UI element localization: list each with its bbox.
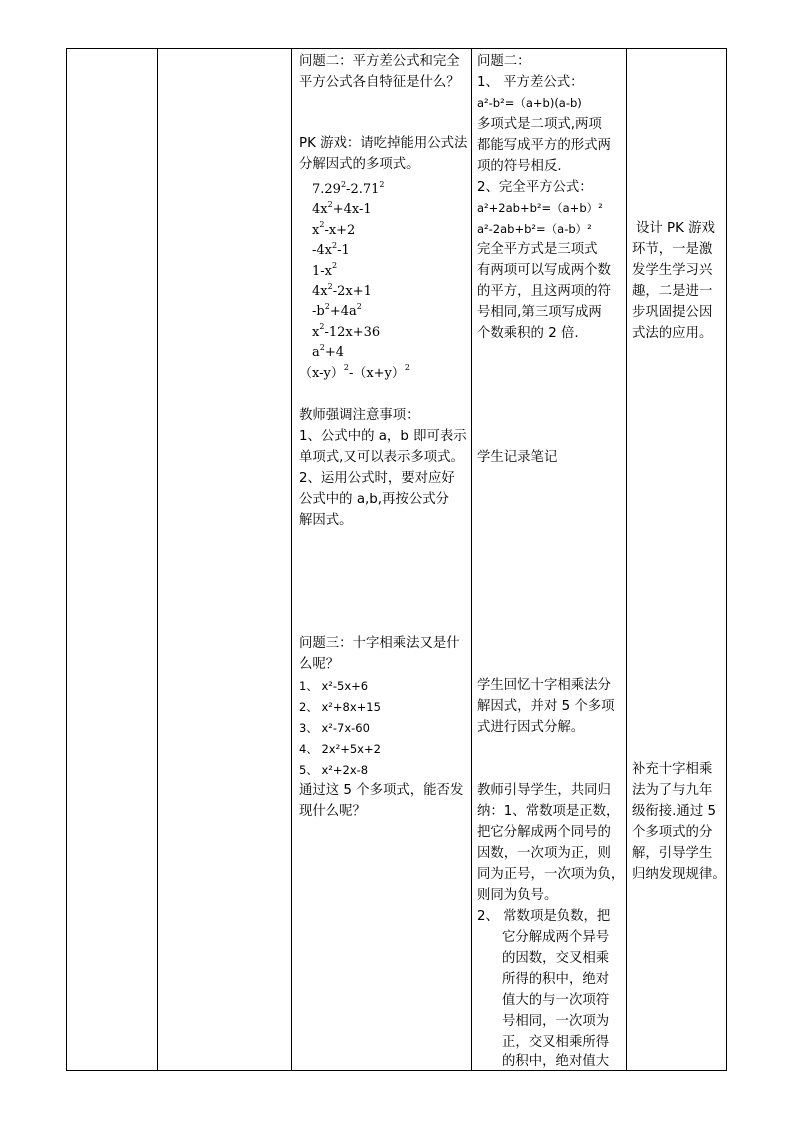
term: 1-x — [312, 263, 332, 279]
term: -1 — [337, 243, 350, 259]
lesson-table — [66, 48, 727, 1071]
rule-two-text: 的积中，绝对值大 — [502, 1054, 610, 1069]
teacher-guide-text: 教师引导学生，共同归 — [477, 783, 611, 798]
student-answer-title: 问题二： — [477, 54, 531, 69]
question3-prompt: 通过这 5 个多项式，能否发 — [299, 783, 464, 798]
teacher-note-line: 解因式。 — [299, 513, 353, 528]
pk-game-intro: PK 游戏：请吃掉能用公式法 — [299, 136, 468, 151]
polynomial-item — [312, 281, 372, 302]
rule-two-text: 所得的积中，绝对 — [502, 972, 610, 987]
rule-two-text: 它分解成两个异号 — [502, 930, 610, 945]
student-notes-label: 学生记录笔记 — [477, 450, 558, 465]
polynomial-item — [312, 301, 362, 322]
teacher-guide-text: 因数，一次项为正，则 — [477, 846, 611, 861]
design-intent-text: 式法的应用。 — [632, 326, 713, 341]
formula-description: 完全平方式是三项式 — [477, 242, 598, 257]
term: +4a — [329, 304, 357, 320]
rule-two-heading: 2、 常数项是负数，把 — [477, 909, 611, 924]
factor-exercise: 2、 x²+8x+15 — [299, 700, 381, 714]
teacher-guide-text: 则同为负号。 — [477, 888, 558, 903]
exponent: 2 — [327, 200, 333, 210]
exponent: 2 — [332, 261, 338, 271]
formula-heading: 2、完全平方公式： — [477, 180, 593, 195]
pk-game-intro: 分解因式的多项式。 — [299, 157, 420, 172]
term: +4x-1 — [332, 202, 372, 218]
term: -x+2 — [324, 222, 356, 238]
formula-description: 号相同,第三项写成两 — [477, 305, 602, 320]
polynomial-item — [299, 363, 410, 384]
question3-title: 么呢？ — [299, 657, 340, 672]
term: 4x — [312, 284, 328, 299]
term: x — [312, 222, 320, 238]
exponent: 2 — [324, 302, 330, 312]
polynomial-item — [312, 199, 372, 220]
design-intent-text: 归纳发现规律。 — [632, 867, 726, 882]
term: x — [312, 324, 320, 340]
polynomial-item — [312, 179, 384, 200]
rule-two-text: 正，交叉相乘所得 — [502, 1035, 610, 1050]
formula-description: 多项式是二项式,两项 — [477, 117, 602, 132]
exponent: 2 — [379, 179, 385, 189]
term: -（x+y） — [348, 365, 405, 381]
formula-description: 有两项可以写成两个数 — [477, 263, 611, 278]
question2-title: 平方公式各自特征是什么？ — [299, 75, 460, 90]
term: -12x+36 — [324, 324, 381, 340]
polynomial-item — [312, 322, 380, 343]
student-recall-text: 学生回忆十字相乘法分 — [477, 678, 611, 693]
student-recall-text: 式进行因式分解。 — [477, 720, 585, 735]
term: 4x — [312, 202, 328, 218]
exponent: 2 — [340, 179, 347, 189]
question2-title: 问题二：平方差公式和完全 — [299, 54, 460, 69]
design-intent-column — [627, 49, 726, 1070]
formula-description: 项的符号相反. — [477, 159, 562, 174]
factor-exercise: 5、 x²+2x-8 — [299, 763, 369, 777]
formula-description: 个数乘积的 2 倍. — [477, 326, 579, 341]
formula-description: 的平方，且这两项的符 — [477, 284, 611, 299]
exponent: 2 — [404, 363, 410, 373]
teacher-note-line: 2、运用公式时，要对应好 — [299, 471, 455, 486]
rule-two-text: 的因数，交叉相乘 — [502, 951, 610, 966]
exponent: 2 — [319, 322, 325, 332]
difference-of-squares-formula: a²-b²=（a+b)(a-b) — [477, 96, 582, 110]
teacher-guide-text: 把它分解成两个同号的 — [477, 825, 611, 840]
design-intent-text: 补充十字相乘 — [632, 762, 713, 777]
term: 7.29 — [312, 182, 341, 197]
term: -2.71 — [346, 182, 380, 197]
teacher-activity-column — [292, 49, 471, 1070]
exponent: 2 — [319, 220, 325, 230]
stage-column — [67, 49, 157, 1070]
term: -2x+1 — [332, 284, 372, 299]
term: -b — [312, 304, 325, 320]
question3-title: 问题三：十字相乘法又是什 — [299, 636, 460, 651]
exponent: 2 — [356, 302, 362, 312]
design-intent-text: 发学生学习兴 — [632, 263, 713, 278]
teacher-notes-title: 教师强调注意事项： — [299, 408, 420, 423]
rule-two-text: 值大的与一次项符 — [502, 993, 610, 1008]
term: a — [312, 345, 320, 361]
design-intent-text: 趣，二是进一 — [632, 284, 713, 299]
factor-exercise: 3、 x²-7x-60 — [299, 721, 370, 735]
teacher-note-line: 单项式,又可以表示多项式。 — [299, 450, 464, 465]
student-recall-text: 解因式，并对 5 个多项 — [477, 699, 615, 714]
exponent: 2 — [327, 281, 333, 291]
perfect-square-formula: a²-2ab+b²=（a-b）² — [477, 222, 592, 236]
teacher-guide-text: 同为正号，一次项为负， — [477, 867, 625, 882]
design-intent-text: 法为了与九年 — [632, 783, 713, 798]
term: -4x — [312, 243, 332, 259]
factor-exercise: 1、 x²-5x+6 — [299, 679, 369, 693]
design-intent-text: 步巩固提公因 — [632, 305, 713, 320]
teacher-note-line: 公式中的 a,b,再按公式分 — [299, 492, 449, 507]
exponent: 2 — [319, 342, 325, 352]
formula-heading: 1、 平方差公式： — [477, 75, 584, 90]
factor-exercise: 4、 2x²+5x+2 — [299, 742, 381, 756]
term: +4 — [324, 345, 345, 361]
design-intent-text: 个多项式的分 — [632, 825, 713, 840]
student-activity-column — [472, 49, 626, 1070]
polynomial-item — [312, 240, 350, 261]
term: （x-y） — [299, 365, 344, 381]
content-column — [158, 49, 291, 1070]
design-intent-text: 级衔接.通过 5 — [632, 804, 716, 819]
design-intent-text: 环节，一是激 — [632, 242, 713, 257]
teacher-guide-text: 纳：1、常数项是正数， — [477, 804, 620, 819]
formula-description: 都能写成平方的形式两 — [477, 138, 611, 153]
perfect-square-formula: a²+2ab+b²=（a+b）² — [477, 201, 603, 215]
polynomial-item — [312, 342, 344, 363]
exponent: 2 — [343, 363, 349, 373]
question3-prompt: 现什么呢？ — [299, 804, 366, 819]
polynomial-item — [312, 220, 355, 241]
exponent: 2 — [332, 240, 338, 250]
teacher-note-line: 1、公式中的 a，b 即可表示 — [299, 429, 467, 444]
rule-two-text: 号相同，一次项为 — [502, 1014, 610, 1029]
design-intent-text: 设计 PK 游戏 — [636, 221, 715, 236]
design-intent-text: 解，引导学生 — [632, 846, 713, 861]
polynomial-item — [312, 261, 337, 282]
